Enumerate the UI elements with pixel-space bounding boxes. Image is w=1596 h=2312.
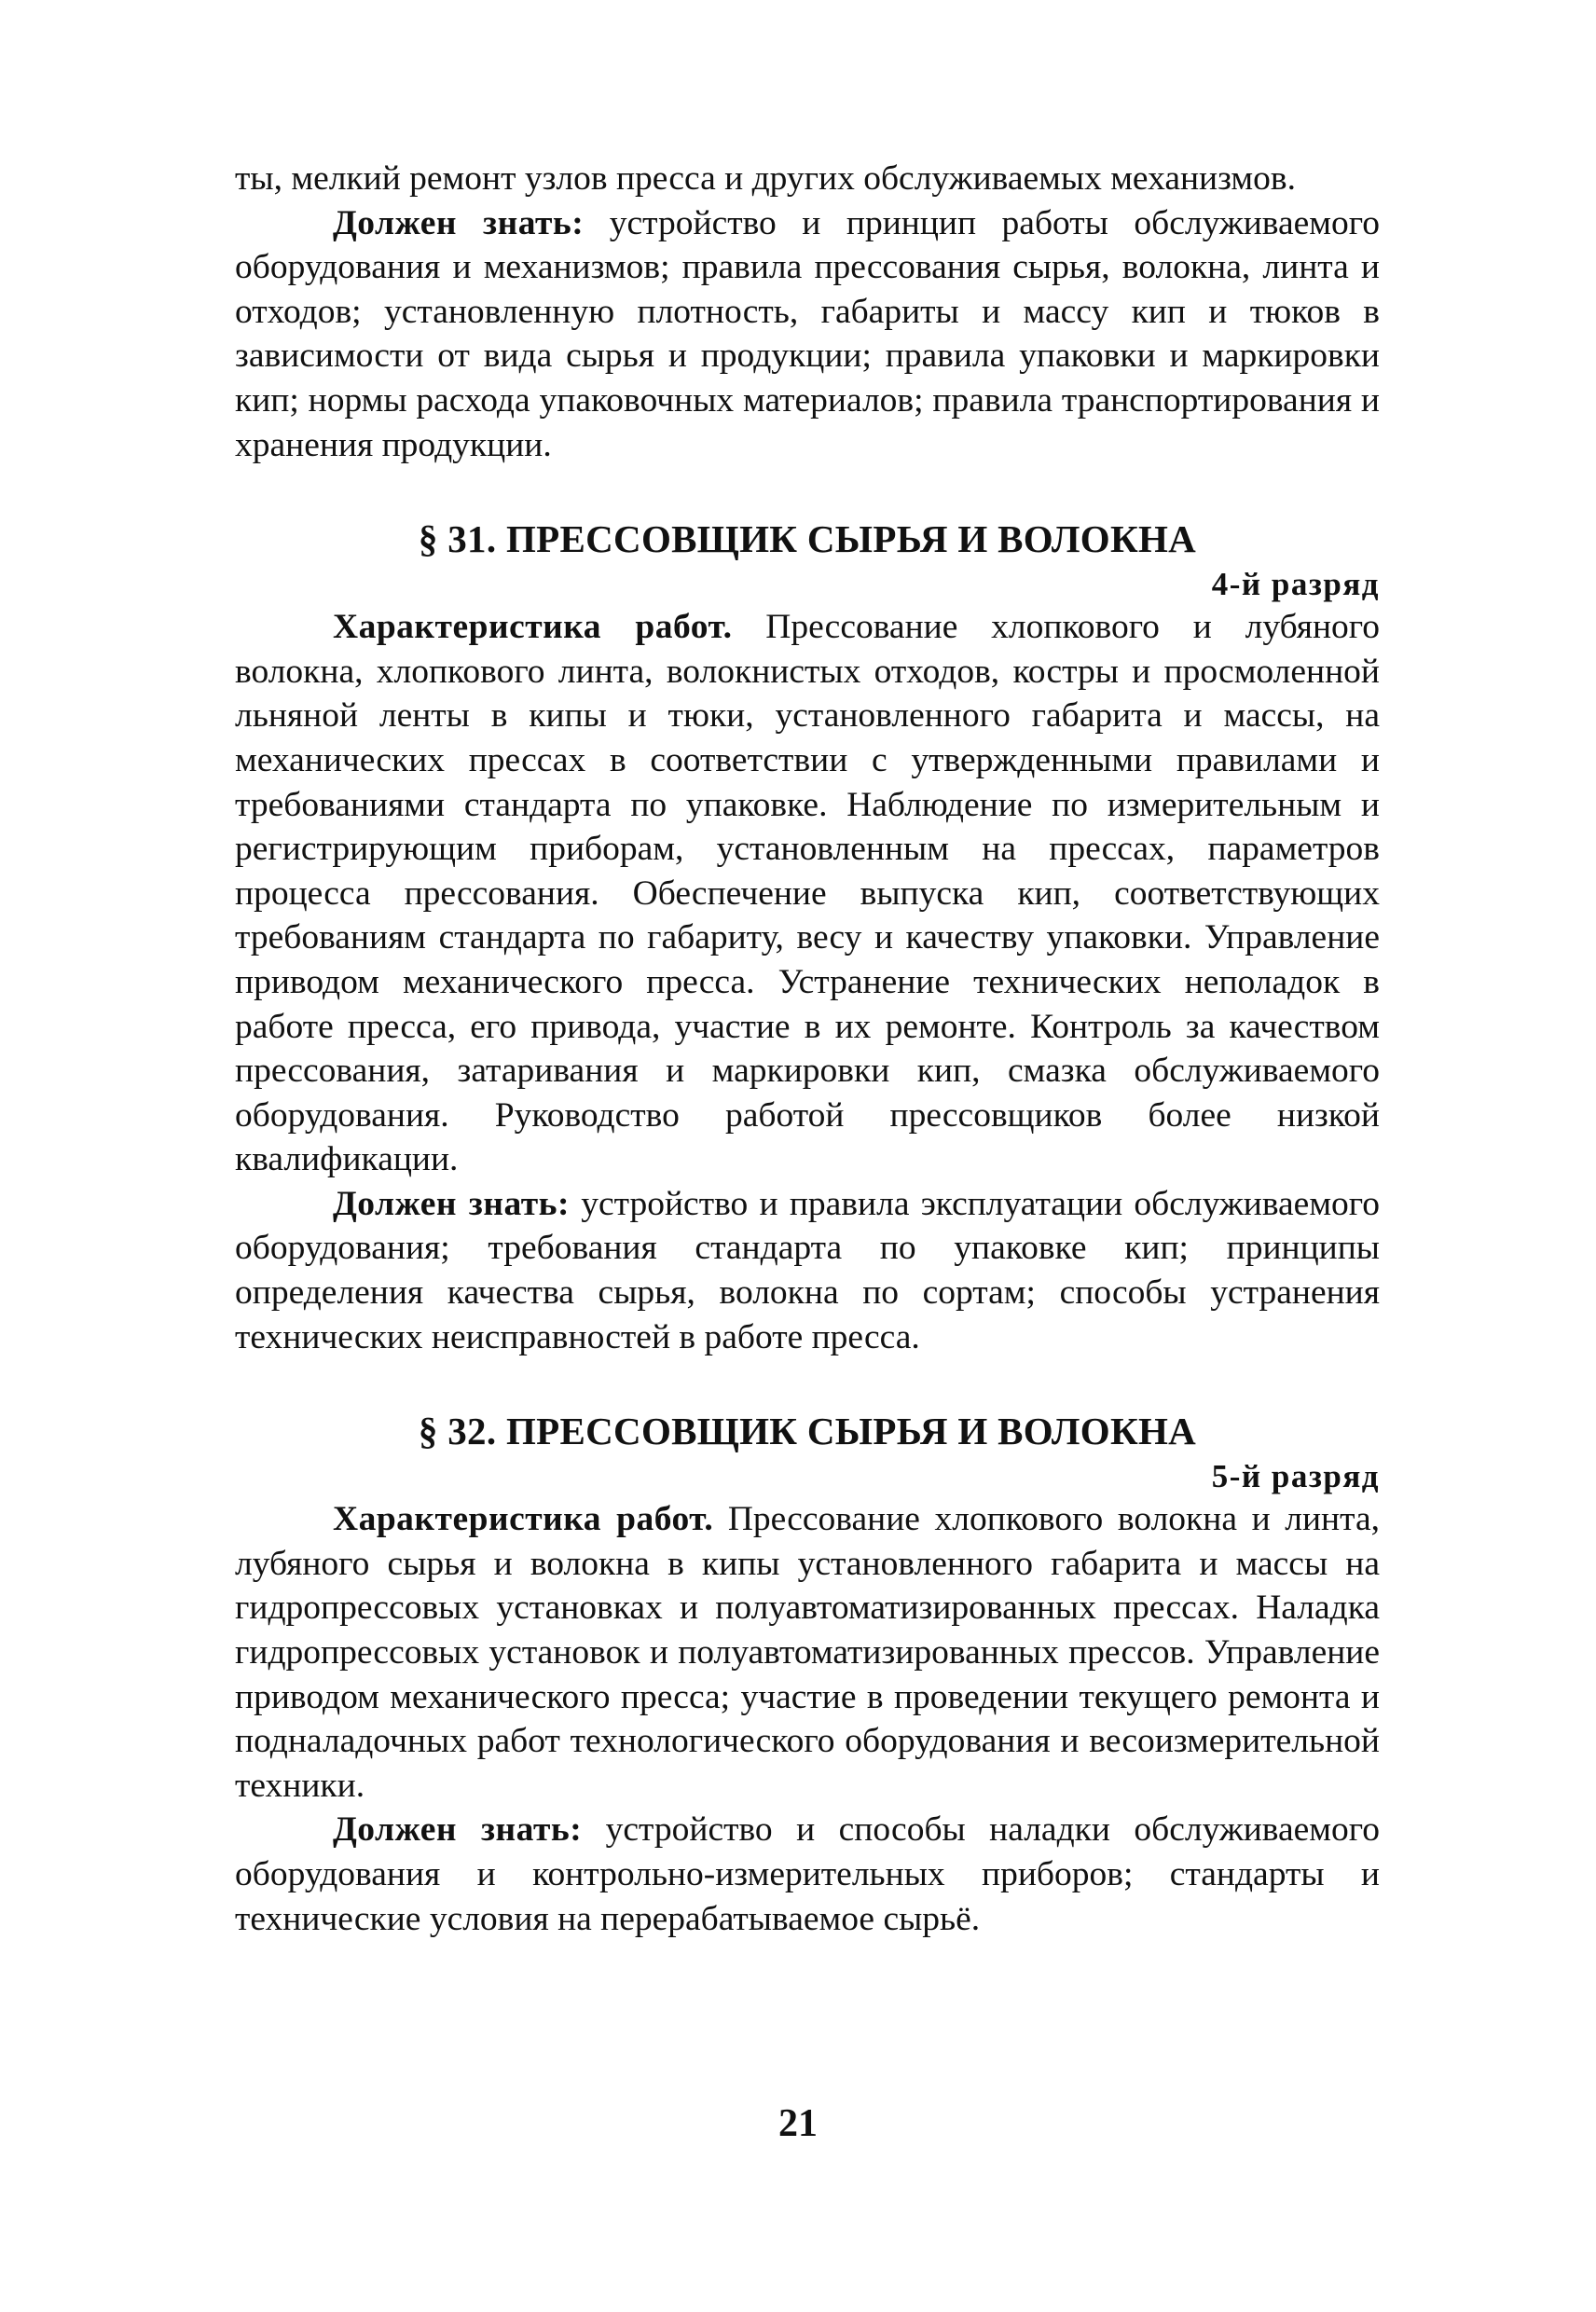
knowledge-text: устройство и принцип работы обслуживаемого оборудования и механизмов; правила прессования сырья, волокна, линта и отходов; установленную плотность, габариты и массу кип и тюков в зависимости от вида сырья и продукции; правила упаковки и маркировки кип; нормы расхода упаковочных материалов; правила транспортирования и хранения продукции. — [235, 203, 1380, 464]
intro-knowledge-paragraph — [235, 201, 1380, 468]
section-31-work-paragraph — [235, 605, 1380, 1182]
section-32-work-paragraph — [235, 1497, 1380, 1808]
page-number: 21 — [778, 2102, 818, 2145]
knowledge-text: устройство и правила эксплуатации обслуживаемого оборудования; требования стандарта по упаковке кип; принципы определения качества сырья, волокна по сортам; способы устранения технических неисправностей в работе пресса. — [235, 1184, 1380, 1356]
section-32-title: § 32. ПРЕССОВЩИК СЫРЬЯ И ВОЛОКНА — [418, 1410, 1197, 1453]
section-31-knowledge-paragraph — [235, 1182, 1380, 1359]
work-text: Прессование хлопкового волокна и линта, лубяного сырья и волокна в кипы установленного габарита и массы на гидропрессовых установках и полуавтоматизированных прессах. Наладка гидропрессовых установок и полуавтоматизированных прессов. Управление приводом механического пресса; участие в проведении текущего ремонта и подналадочных работ технологического оборудования и весоизмерительной техники. — [235, 1500, 1380, 1805]
knowledge-label: Должен знать: — [333, 1184, 570, 1223]
section-31-title: § 31. ПРЕССОВЩИК СЫРЬЯ И ВОЛОКНА — [418, 517, 1197, 561]
work-label: Характеристика работ. — [333, 1500, 714, 1539]
knowledge-text: устройство и способы наладки обслуживаемого оборудования и контрольно-измерительных приборов; стандарты и технические условия на перерабатываемое сырьё. — [235, 1810, 1380, 1938]
work-text: Прессование хлопкового и лубяного волокна, хлопкового линта, волокнистых отходов, костры и просмоленной льняной ленты в кипы и тюки, установленного габарита и массы, на механических прессах в соответствии с утвержденными правилами и требованиями стандарта по упаковке. Наблюдение по измерительным и регистрирующим приборам, установленным на прессах, параметров процесса прессования. Обеспечение выпуска кип, соответствующих требованиям стандарта по габариту, весу и качеству упаковки. Управление приводом механического пресса. Устранение технических неполадок в работе пресса, его привода, участие в их ремонте. Контроль за качеством прессования, затаривания и маркировки кип, смазка обслуживаемого оборудования. Руководство работой прессовщиков более низкой квалификации. — [235, 608, 1381, 1179]
work-label: Характеристика работ. — [333, 608, 733, 647]
knowledge-label: Должен знать: — [333, 203, 585, 242]
document-page — [235, 157, 1380, 1941]
section-32-grade: 5-й разряд — [1211, 1458, 1380, 1495]
section-32-knowledge-paragraph — [235, 1808, 1380, 1941]
section-31-grade: 4-й разряд — [1211, 566, 1380, 603]
knowledge-label: Должен знать: — [333, 1810, 583, 1850]
intro-continuation: ты, мелкий ремонт узлов пресса и других обслуживаемых механизмов. — [235, 159, 1296, 198]
